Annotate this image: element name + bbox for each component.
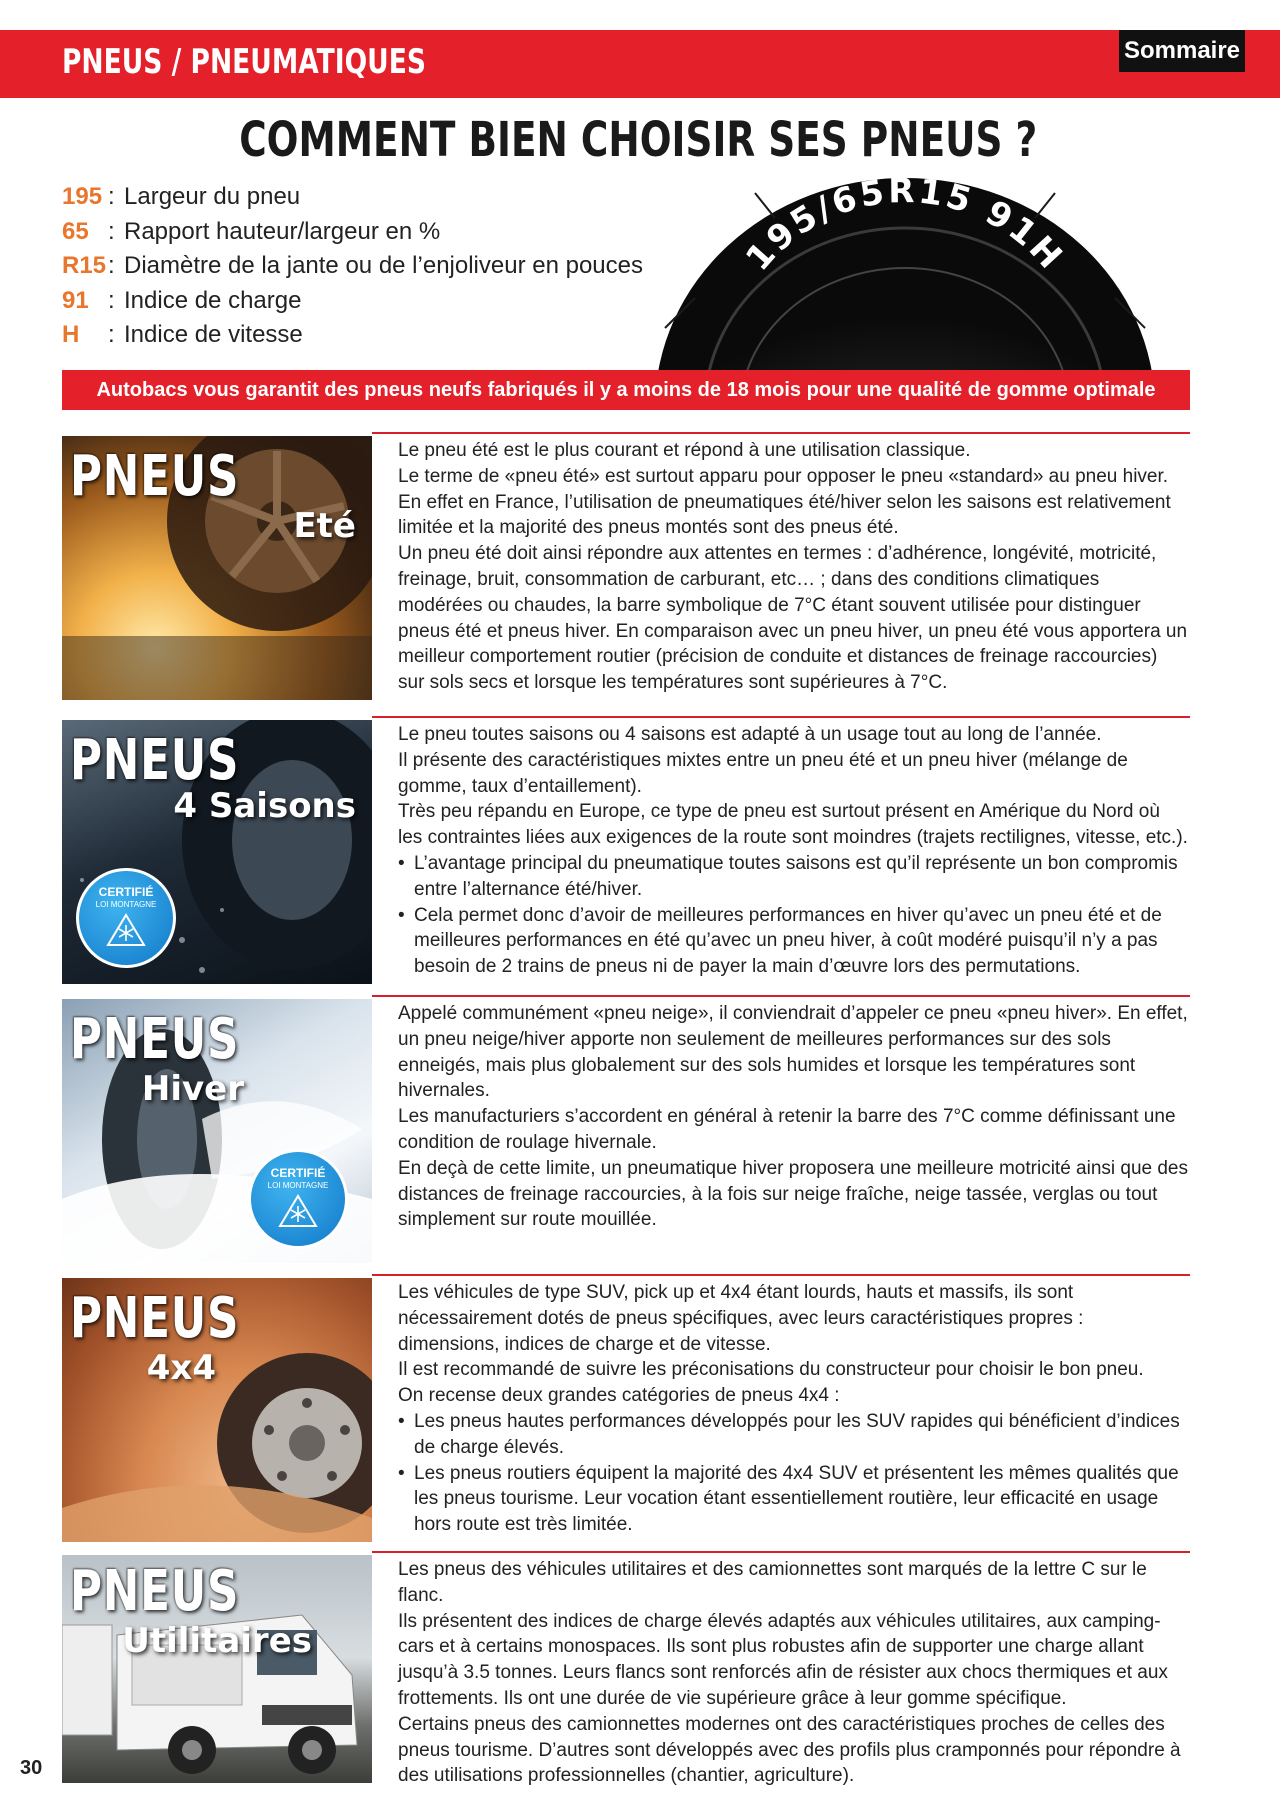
all-season-tyre-photo — [62, 720, 372, 984]
section-divider — [372, 432, 1190, 434]
certifie-loi-montagne-badge — [248, 1149, 348, 1249]
section-title: PNEUS — [70, 444, 240, 509]
paragraph: En deçà de cette limite, un pneumatique hiver proposera une meilleure motricité ainsi que des distances de freinage raccourcies, à la fois sur neige fraîche, neige tassée, verglas ou tout simplement sur route mouillée. — [398, 1157, 1189, 1231]
section-text — [398, 1280, 1188, 1538]
section-4x4 — [62, 1274, 1190, 1542]
page-title: COMMENT BIEN CHOISIR SES PNEUS ? — [239, 112, 1038, 168]
paragraph: Le pneu été est le plus courant et répond à une utilisation classique. — [398, 440, 971, 461]
badge-line2: LOI MONTAGNE — [267, 1181, 329, 1190]
legend-row: 65 : Rapport hauteur/largeur en % — [62, 215, 643, 250]
legend-code: 65 — [62, 217, 89, 245]
legend-desc: Indice de vitesse — [124, 321, 303, 348]
legend-code: 91 — [62, 286, 89, 314]
paragraph: En effet en France, l’utilisation de pneumatiques été/hiver selon les saisons est relativement limitée et la majorité des pneus montés sont des pneus été. — [398, 491, 1171, 539]
tyre-marking: 195/65R15 91H — [738, 178, 1072, 279]
paragraph: Appelé communément «pneu neige», il conviendrait d’appeler ce pneu «pneu hiver». En effet, un pneu neige/hiver apporte non seulement de meilleures performances sur des sols enneigés, mais plus globalement sur des sols humides et lorsque les températures sont hivernales. — [398, 1003, 1188, 1102]
section-text — [398, 1001, 1188, 1233]
legend-code: H — [62, 321, 80, 348]
badge-line1: CERTIFIÉ — [270, 1166, 326, 1180]
winter-tyre-photo — [62, 999, 372, 1263]
legend-desc: Indice de charge — [124, 286, 302, 314]
section-4-saisons — [62, 716, 1190, 984]
guarantee-banner: Autobacs vous garantit des pneus neufs fabriqués il y a moins de 18 mois pour une qualité de gomme optimale — [62, 370, 1190, 410]
bullet-list — [398, 1409, 1188, 1538]
legend-row: H : Indice de vitesse — [62, 318, 643, 353]
section-subtitle: Eté — [293, 506, 356, 546]
paragraph: Les véhicules de type SUV, pick up et 4x4 étant lourds, hauts et massifs, ils sont nécessairement dotés de pneus spécifiques, avec leurs caractéristiques propres : dimensions, indices de charge et de vitesse. — [398, 1282, 1084, 1355]
paragraph: Ils présentent des indices de charge élevés adaptés aux véhicules utilitaires, aux camping-cars et à certains monospaces. Ils sont plus robustes afin de supporter une charge allant jusqu’à 3.5 tonnes. Leurs flancs sont renforcés afin de résister aux chocs thermiques et aux frottements. Ils ont une durée de vie supérieure grâce à leur gomme spécifique. — [398, 1610, 1168, 1709]
paragraph: Il est recommandé de suivre les préconisations du constructeur pour choisir le bon pneu. — [398, 1359, 1144, 1381]
section-text — [398, 438, 1188, 696]
section-divider — [372, 995, 1190, 997]
bullet-list — [398, 851, 1188, 980]
paragraph: Un pneu été doit ainsi répondre aux attentes en termes : d’adhérence, longévité, motricité, freinage, bruit, consommation de carburant, etc… ; dans des conditions climatiques modérées ou chaudes, la barre symbolique de 7°C étant souvent utilisée pour distinguer pneus été et pneus hiver. En comparaison avec un pneu hiver, un pneu été vous apportera un meilleur comportement routier (précision de conduite et distances de freinage raccourcies) sur sols secs et lorsque les températures sont supérieures à 7°C. — [398, 543, 1188, 694]
paragraph: Il présente des caractéristiques mixtes entre un pneu été et un pneu hiver (mélange de gomme, taux d’entaillement). — [398, 749, 1128, 797]
section-hiver — [62, 995, 1190, 1263]
tyre-code-legend — [62, 180, 643, 353]
bullet-item: • L’avantage principal du pneumatique toutes saisons est qu’il représente un bon compromis entre l’alternance été/hiver. — [398, 851, 1188, 903]
paragraph: Le pneu toutes saisons ou 4 saisons est adapté à un usage tout au long de l’année. — [398, 724, 1102, 745]
legend-desc: Largeur du pneu — [124, 183, 301, 210]
section-subtitle: Utilitaires — [122, 1621, 312, 1661]
bullet-item: • Les pneus hautes performances développés pour les SUV rapides qui bénéficient d’indices de charge élevés. — [398, 1409, 1188, 1461]
legend-code: 195 — [62, 183, 103, 210]
paragraph: On recense deux grandes catégories de pneus 4x4 : — [398, 1385, 840, 1407]
utility-van-photo — [62, 1555, 372, 1783]
legend-desc: Diamètre de la jante ou de l’enjoliveur en pouces — [124, 252, 643, 279]
section-title: PNEUS / PNEUMATIQUES — [62, 42, 426, 82]
section-divider — [372, 1551, 1190, 1553]
legend-row: 91 : Indice de charge — [62, 284, 643, 319]
section-title: PNEUS — [70, 1286, 240, 1351]
bullet-item: • Cela permet donc d’avoir de meilleures performances en hiver qu’avec un pneu été et de meilleures performances en été qu’avec un pneu hiver, à coût modéré puisqu’il n’y a pas besoin de 2 trains de pneus ni de payer la main d’œuvre lors des permutations. — [398, 903, 1188, 980]
sommaire-button[interactable]: Sommaire — [1119, 30, 1245, 72]
section-subtitle: Hiver — [141, 1069, 244, 1109]
section-text — [398, 1557, 1188, 1789]
page-number: 30 — [20, 1757, 43, 1779]
section-title: PNEUS — [70, 1559, 240, 1624]
section-utilitaires — [62, 1551, 1190, 1787]
paragraph: Certains pneus des camionnettes modernes ont des caractéristiques proches de celles des pneus tourisme. D’autres sont développés avec des profils plus cramponnés pour répondre à des utilisations professionnelles (chantier, agriculture). — [398, 1713, 1181, 1787]
paragraph: Les pneus des véhicules utilitaires et des camionnettes sont marqués de la lettre C sur le flanc. — [398, 1559, 1147, 1606]
section-text — [398, 722, 1188, 980]
legend-desc: Rapport hauteur/largeur en % — [124, 217, 441, 245]
legend-code: R15 — [62, 252, 107, 279]
badge-line1: CERTIFIÉ — [98, 885, 154, 899]
section-subtitle: 4x4 — [146, 1348, 216, 1388]
4x4-tyre-photo — [62, 1278, 372, 1542]
paragraph: Les manufacturiers s’accordent en général à retenir la barre des 7°C comme définissant une condition de roulage hivernale. — [398, 1106, 1176, 1153]
section-title: PNEUS — [70, 1007, 240, 1072]
certifie-loi-montagne-badge — [76, 868, 176, 968]
mountain-snowflake-icon — [278, 1194, 318, 1228]
summer-tyre-photo — [62, 436, 372, 700]
bullet-item: • Les pneus routiers équipent la majorité des 4x4 SUV et présentent les mêmes qualités que les pneus tourisme. Leur vocation étant essentiellement routière, leur efficacité en usage hors route est très limitée. — [398, 1461, 1188, 1538]
tyre-illustration — [655, 178, 1155, 370]
legend-row: 195 : Largeur du pneu — [62, 180, 643, 215]
section-subtitle: 4 Saisons — [173, 786, 356, 826]
legend-row: R15: Diamètre de la jante ou de l’enjoliveur en pouces — [62, 249, 643, 284]
paragraph: Le terme de «pneu été» est surtout apparu pour opposer le pneu «standard» au pneu hiver. — [398, 465, 1169, 487]
header-bar — [0, 30, 1280, 98]
section-divider — [372, 716, 1190, 718]
badge-line2: LOI MONTAGNE — [95, 900, 157, 909]
section-ete — [62, 432, 1190, 700]
paragraph: Très peu répandu en Europe, ce type de pneu est surtout présent en Amérique du Nord où les contraintes liées aux exigences de la route sont moindres (trajets rectilignes, vitesse, etc.). — [398, 801, 1188, 849]
section-divider — [372, 1274, 1190, 1276]
section-title: PNEUS — [70, 728, 240, 793]
mountain-snowflake-icon — [106, 913, 146, 947]
